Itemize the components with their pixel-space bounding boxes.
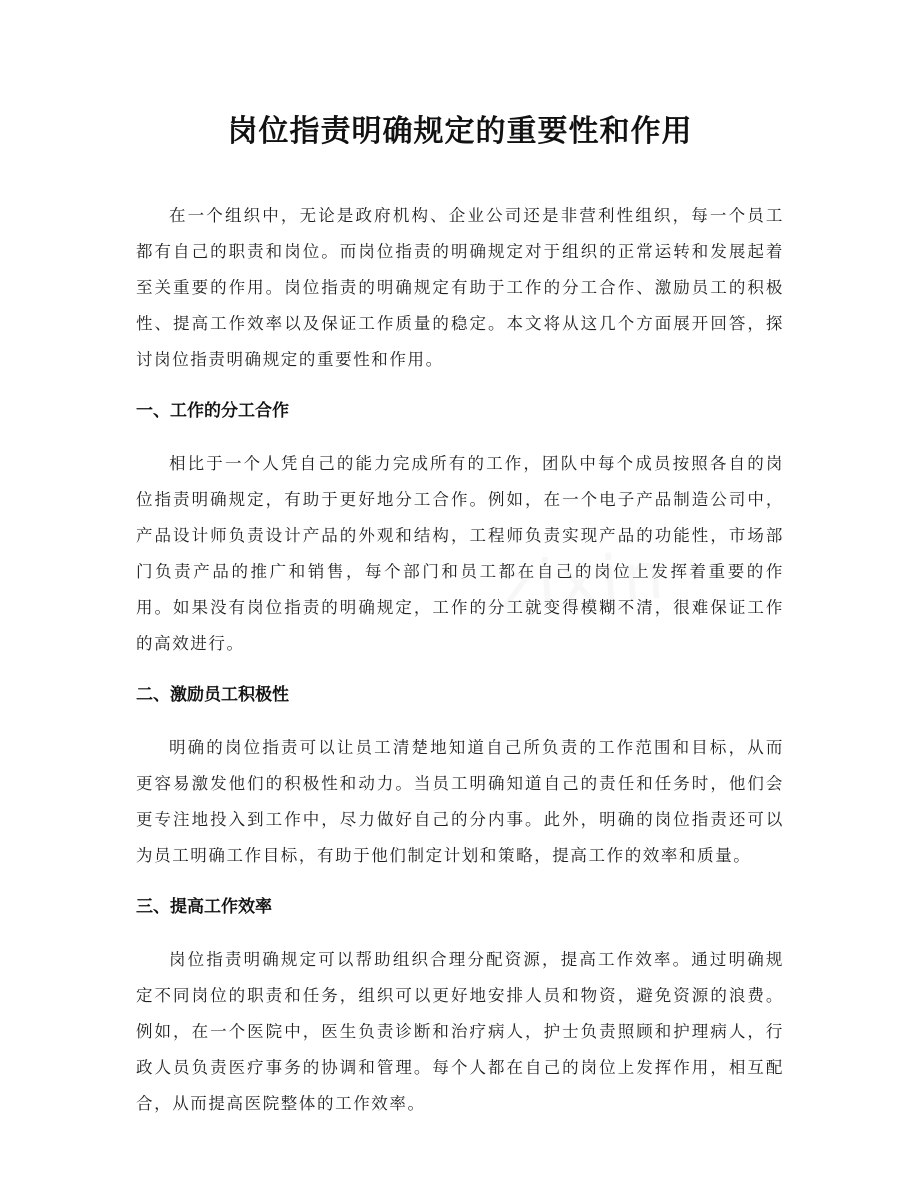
intro-paragraph: 在一个组织中，无论是政府机构、企业公司还是非营利性组织，每一个员工都有自己的职责和岗位。而岗位指责的明确规定对于组织的正常运转和发展起着至关重要的作用。岗位指责的明确规定有助于工作的分工合作、激励员工的积极性、提高工作效率以及保证工作质量的稳定。本文将从这几个方面展开回答，探讨岗位指责明确规定的重要性和作用。 <box>136 206 784 369</box>
section-division-of-work <box>136 396 784 662</box>
watermark: zixin <box>497 539 670 625</box>
section-paragraph: 相比于一个人凭自己的能力完成所有的工作，团队中每个成员按照各自的岗位指责明确规定，有助于更好地分工合作。例如，在一个电子产品制造公司中，产品设计师负责设计产品的外观和结构，工程师负责实现产品的功能性，市场部门负责产品的推广和销售，每个部门和员工都在自己的岗位上发挥着重要的作用。如果没有岗位指责的明确规定，工作的分工就变得模糊不清，很难保证工作的高效进行。 <box>136 454 784 653</box>
section-paragraph: 岗位指责明确规定可以帮助组织合理分配资源，提高工作效率。通过明确规定不同岗位的职责和任务，组织可以更好地安排人员和物资，避免资源的浪费。例如，在一个医院中，医生负责诊断和治疗病人，护士负责照顾和护理病人，行政人员负责医疗事务的协调和管理。每个人都在自己的岗位上发挥作用，相互配合，从而提高医院整体的工作效率。 <box>136 950 784 1113</box>
section-efficiency <box>136 892 784 1122</box>
document-title: 岗位指责明确规定的重要性和作用 <box>227 114 693 149</box>
section-paragraph: 明确的岗位指责可以让员工清楚地知道自己所负责的工作范围和目标，从而更容易激发他们的积极性和动力。当员工明确知道自己的责任和任务时，他们会更专注地投入到工作中，尽力做好自己的分内事。此外，明确的岗位指责还可以为员工明确工作目标，有助于他们制定计划和策略，提高工作的效率和质量。 <box>136 738 784 865</box>
section-heading: 二、激励员工积极性 <box>136 685 289 705</box>
section-motivation <box>136 680 784 874</box>
section-heading: 三、提高工作效率 <box>136 897 272 917</box>
section-heading: 一、工作的分工合作 <box>136 401 289 421</box>
